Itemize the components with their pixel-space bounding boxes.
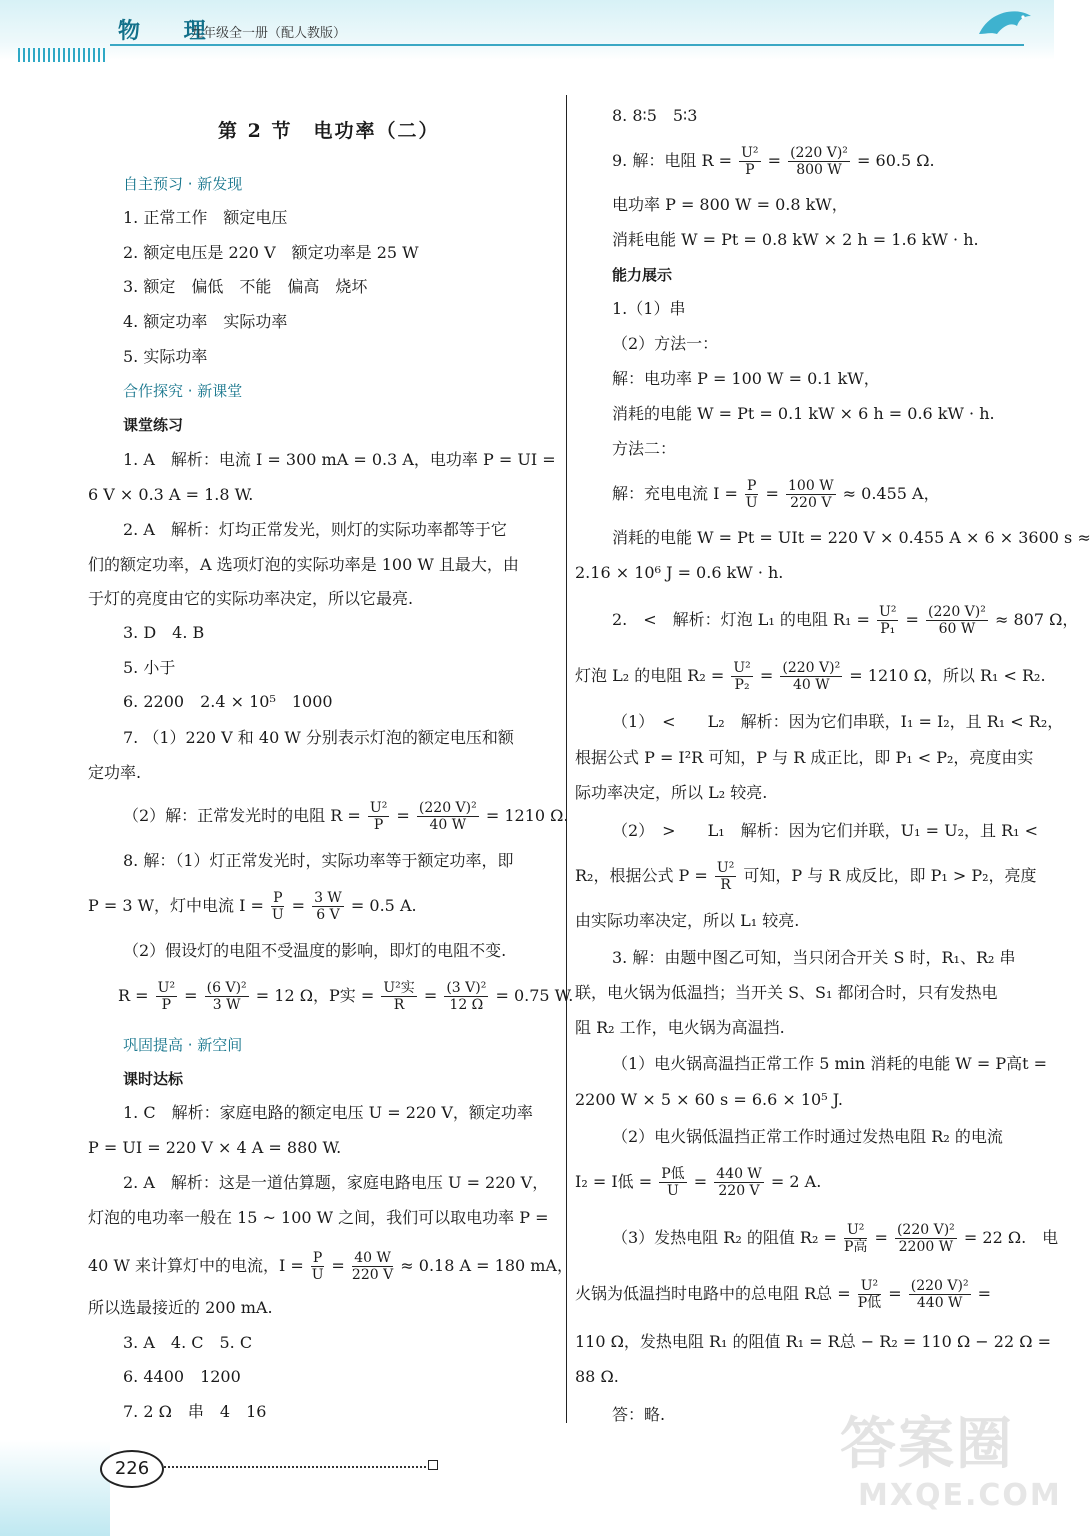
- answer-text: （2）方法一：: [612, 334, 719, 353]
- formula-line: [612, 604, 1078, 637]
- numerator: 100 W: [788, 478, 834, 494]
- answer-text: 们的额定功率，A 选项灯泡的实际功率是 100 W 且最大，由: [88, 555, 519, 574]
- formula-text: 解：充电电流 I =: [612, 484, 738, 503]
- fraction: [745, 478, 758, 511]
- page-number: 226: [100, 1450, 164, 1488]
- formula-line: [88, 1250, 573, 1283]
- answer-text: 于灯的亮度由它的实际功率决定，所以它最亮.: [88, 589, 414, 608]
- list-item: 5. 实际功率: [123, 347, 208, 366]
- answer-text: （1） < L₂ 解析：因为它们串联，I₁ = I₂，且 R₁ < R₂，: [612, 712, 1064, 731]
- denominator: 6 V: [316, 907, 340, 923]
- numerator: U²: [741, 145, 759, 161]
- numerator: P: [312, 1250, 323, 1266]
- header-subtitle: 九年级全一册（配人教版）: [190, 26, 347, 41]
- answer-text: 88 Ω.: [575, 1367, 619, 1386]
- formula-text: （2）解：正常发光时的电阻 R =: [123, 806, 361, 825]
- answer-text: 3. D 4. B: [123, 623, 205, 642]
- heading-consolidate: 巩固提高 · 新空间: [123, 1036, 243, 1054]
- numerator: U²: [733, 660, 751, 676]
- answer-text: 消耗电能 W = Pt = 0.8 kW × 2 h = 1.6 kW · h.: [612, 230, 979, 249]
- formula-text: = 0.5 A.: [350, 896, 417, 915]
- denominator: 40 W: [792, 677, 830, 693]
- formula-text: = 0.75 W.: [495, 986, 574, 1005]
- formula-text: R =: [118, 986, 149, 1005]
- fraction: [715, 860, 736, 893]
- formula-text: I₂ = I低 =: [575, 1172, 653, 1191]
- footer-dotted-rule: [164, 1466, 426, 1468]
- denominator: U: [271, 907, 284, 923]
- numerator: (220 V)²: [790, 145, 848, 161]
- subheading-practice: 课堂练习: [123, 416, 184, 434]
- numerator: (6 V)²: [206, 980, 247, 996]
- formula-text: 9. 解：电阻 R =: [612, 151, 732, 170]
- formula-text: ≈ 0.18 A = 180 mA，: [400, 1256, 573, 1275]
- formula-text: =: [888, 1284, 902, 1303]
- answer-text: 1.（1）串: [612, 299, 686, 318]
- answer-text: 消耗的电能 W = Pt = UIt = 220 V × 0.455 A × 6 × 3600 s ≈: [612, 528, 1091, 547]
- list-item: 3. 额定 偏低 不能 偏高 烧坏: [123, 277, 368, 296]
- fraction: [788, 145, 850, 178]
- denominator: 12 Ω: [449, 997, 484, 1013]
- numerator: 3 W: [314, 890, 342, 906]
- subheading-lesson: 课时达标: [123, 1070, 184, 1088]
- footer-band: [0, 1440, 110, 1536]
- watermark-logo: 答案圈: [840, 1412, 1014, 1477]
- numerator: U²: [844, 1222, 867, 1239]
- fraction: [844, 1222, 867, 1255]
- answer-text: 6 V × 0.3 A = 1.8 W.: [88, 485, 254, 504]
- answer-text: 1. A 解析：电流 I = 300 mA = 0.3 A，电功率 P = UI =: [123, 450, 556, 469]
- fraction: [895, 1222, 957, 1255]
- numerator: U²: [879, 604, 897, 620]
- denominator: 800 W: [796, 162, 842, 178]
- answer-text: 5. 小于: [123, 658, 176, 677]
- formula-text: =: [905, 610, 919, 629]
- numerator: (220 V)²: [782, 660, 841, 676]
- formula-line: [88, 890, 417, 923]
- numerator: U²实: [383, 980, 415, 996]
- answer-text: （1）电火锅高温挡正常工作 5 min 消耗的电能 W = P高t =: [612, 1054, 1048, 1073]
- answer-text: 联，电火锅为低温挡；当开关 S、S₁ 都闭合时，只有发热电: [575, 983, 998, 1002]
- formula-line: [575, 860, 1037, 893]
- formula-text: = 22 Ω. 电: [963, 1228, 1059, 1247]
- fraction: [205, 980, 249, 1013]
- formula-text: 火锅为低温挡时电路中的总电阻 R总 =: [575, 1284, 851, 1303]
- formula-line: [123, 800, 569, 833]
- header-rule: [110, 44, 1024, 46]
- numerator: U²: [157, 980, 176, 996]
- formula-line: [575, 660, 1046, 693]
- formula-text: ≈ 807 Ω，: [994, 610, 1079, 629]
- formula-text: 2. < 解析：灯泡 L₁ 的电阻 R₁ =: [612, 610, 870, 629]
- answer-text: 方法二：: [612, 439, 677, 458]
- formula-text: 40 W 来计算灯中的电流，I =: [88, 1256, 304, 1275]
- answer-text: 8. 8∶5 5∶3: [612, 106, 698, 125]
- fraction: [909, 1278, 971, 1311]
- denominator: P: [373, 817, 384, 833]
- watermark-url: MXQE.COM: [858, 1478, 1062, 1513]
- formula-text: = 12 Ω，P实 =: [255, 986, 375, 1005]
- formula-text: R₂，根据公式 P =: [575, 866, 708, 885]
- answer-text: P = UI = 220 V × 4 A = 880 W.: [88, 1138, 342, 1157]
- formula-text: =: [396, 806, 410, 825]
- answer-text: 根据公式 P = I²R 可知，P 与 R 成正比，即 P₁ < P₂，亮度由实: [575, 748, 1034, 767]
- numerator: P: [273, 890, 283, 906]
- fraction: [877, 604, 898, 637]
- denominator: P: [161, 997, 172, 1013]
- fraction: [368, 800, 389, 833]
- fraction: [352, 1250, 393, 1283]
- formula-text: =: [767, 151, 781, 170]
- answer-text: 1. C 解析：家庭电路的额定电压 U = 220 V，额定功率: [123, 1103, 533, 1122]
- numerator: (220 V)²: [910, 1278, 969, 1294]
- fraction: [714, 1166, 764, 1199]
- denominator: 220 V: [790, 495, 832, 511]
- denominator: P₂: [734, 677, 750, 693]
- formula-line: [612, 1222, 1058, 1255]
- answer-text: （2） > L₁ 解析：因为它们并联，U₁ = U₂，且 R₁ <: [612, 821, 1039, 840]
- fraction: [156, 980, 177, 1013]
- denominator: 440 W: [916, 1295, 963, 1311]
- fraction: [659, 1166, 686, 1199]
- denominator: P低: [857, 1295, 882, 1311]
- answer-text: 所以选最接近的 200 mA.: [88, 1298, 273, 1317]
- answer-text: 答：略.: [612, 1405, 666, 1424]
- answer-text: 定功率.: [88, 763, 142, 782]
- denominator: U: [745, 495, 758, 511]
- formula-text: = 1210 Ω，所以 R₁ < R₂.: [849, 666, 1046, 685]
- list-item: 4. 额定功率 实际功率: [123, 312, 288, 331]
- column-divider: [566, 95, 567, 1423]
- fraction: [858, 1278, 881, 1311]
- fraction: [444, 980, 488, 1013]
- formula-line: [118, 980, 573, 1013]
- answer-text: 7. 2 Ω 串 4 16: [123, 1402, 267, 1421]
- subheading-ability: 能力展示: [612, 266, 673, 284]
- numerator: 40 W: [352, 1250, 393, 1267]
- fraction: [311, 1250, 324, 1283]
- denominator: 220 V: [351, 1267, 394, 1283]
- denominator: R: [393, 997, 405, 1013]
- formula-text: =: [874, 1228, 888, 1247]
- header-subject: 物 理: [118, 18, 224, 44]
- denominator: P高: [843, 1239, 868, 1255]
- numerator: 440 W: [716, 1166, 762, 1182]
- answer-text: 2200 W × 5 × 60 s = 6.6 × 10⁵ J.: [575, 1090, 843, 1109]
- numerator: (220 V)²: [418, 800, 477, 816]
- formula-text: = 60.5 Ω.: [857, 151, 935, 170]
- answer-text: 6. 2200 2.4 × 10⁵ 1000: [123, 692, 333, 711]
- formula-text: =: [759, 666, 774, 685]
- answer-text: 2.16 × 10⁶ J = 0.6 kW · h.: [575, 563, 784, 582]
- denominator: 2200 W: [898, 1239, 954, 1255]
- formula-text: P = 3 W，灯中电流 I =: [88, 896, 264, 915]
- numerator: P: [747, 478, 757, 494]
- answer-text: 消耗的电能 W = Pt = 0.1 kW × 6 h = 0.6 kW · h.: [612, 404, 995, 423]
- heading-explore: 合作探究 · 新课堂: [123, 382, 243, 400]
- answer-text: 解：电功率 P = 100 W = 0.1 kW，: [612, 369, 880, 388]
- list-item: 2. 额定电压是 220 V 额定功率是 25 W: [123, 243, 419, 262]
- denominator: U: [311, 1267, 324, 1283]
- formula-text: （3）发热电阻 R₂ 的阻值 R₂ =: [612, 1228, 837, 1247]
- heading-preview: 自主预习 · 新发现: [123, 175, 243, 193]
- denominator: 60 W: [938, 621, 976, 637]
- fraction: [271, 890, 284, 923]
- denominator: P₁: [880, 621, 896, 637]
- numerator: (3 V)²: [446, 980, 487, 996]
- formula-text: ≈ 0.455 A，: [842, 484, 940, 503]
- numerator: U²: [369, 800, 388, 816]
- numerator: (220 V)²: [928, 604, 986, 620]
- numerator: P低: [661, 1166, 685, 1182]
- fraction: [780, 660, 842, 693]
- formula-line: [575, 1278, 991, 1311]
- denominator: 3 W: [212, 997, 241, 1013]
- denominator: U: [667, 1183, 679, 1199]
- numerator: U²: [858, 1278, 881, 1295]
- formula-text: =: [184, 986, 198, 1005]
- answer-text: 6. 4400 1200: [123, 1367, 241, 1386]
- formula-line: [575, 1166, 821, 1199]
- fraction: [731, 660, 752, 693]
- answer-text: 由实际功率决定，所以 L₁ 较亮.: [575, 911, 800, 930]
- footer-square-icon: [428, 1460, 438, 1470]
- formula-text: =: [423, 986, 438, 1005]
- fraction: [381, 980, 416, 1013]
- answer-text: 7. （1）220 V 和 40 W 分别表示灯泡的额定电压和额: [123, 728, 514, 747]
- formula-line: [612, 478, 940, 511]
- answer-text: 际功率决定，所以 L₂ 较亮.: [575, 783, 768, 802]
- denominator: R: [720, 877, 731, 893]
- formula-text: =: [765, 484, 779, 503]
- answer-text: 2. A 解析：这是一道估算题，家庭电路电压 U = 220 V，: [123, 1173, 549, 1192]
- answer-text: 8. 解：（1）灯正常发光时，实际功率等于额定功率，即: [123, 851, 514, 870]
- formula-text: =: [977, 1284, 992, 1303]
- denominator: 220 V: [718, 1183, 760, 1199]
- formula-text: =: [291, 896, 305, 915]
- answer-text: 电功率 P = 800 W = 0.8 kW，: [612, 195, 848, 214]
- header-stripes: [18, 48, 108, 62]
- answer-text: 阻 R₂ 工作，电火锅为高温挡.: [575, 1018, 785, 1037]
- formula-line: [612, 145, 935, 178]
- denominator: P: [745, 162, 755, 178]
- answer-text: 3. A 4. C 5. C: [123, 1333, 253, 1352]
- answer-text: 2. A 解析：灯均正常发光，则灯的实际功率都等于它: [123, 520, 507, 539]
- fraction: [786, 478, 836, 511]
- fraction: [739, 145, 760, 178]
- fraction: [417, 800, 479, 833]
- section-title: 第 2 节 电功率（二）: [218, 120, 440, 142]
- formula-text: =: [331, 1256, 345, 1275]
- formula-text: = 2 A.: [770, 1172, 822, 1191]
- fraction: [312, 890, 344, 923]
- answer-text: 3. 解：由题中图乙可知，当只闭合开关 S 时，R₁、R₂ 串: [612, 948, 1016, 967]
- answer-text: （2）假设灯的电阻不受温度的影响，即灯的电阻不变.: [123, 941, 507, 960]
- answer-text: 110 Ω，发热电阻 R₁ 的阻值 R₁ = R总 − R₂ = 110 Ω − 22 Ω =: [575, 1332, 1051, 1351]
- denominator: 40 W: [429, 817, 467, 833]
- formula-text: = 1210 Ω.: [485, 806, 569, 825]
- formula-text: 灯泡 L₂ 的电阻 R₂ =: [575, 666, 725, 685]
- dolphin-icon: [975, 4, 1035, 44]
- list-item: 1. 正常工作 额定电压: [123, 208, 288, 227]
- fraction: [926, 604, 988, 637]
- numerator: (220 V)²: [896, 1222, 955, 1238]
- answer-text: （2）电火锅低温挡正常工作时通过发热电阻 R₂ 的电流: [612, 1127, 1003, 1146]
- numerator: U²: [716, 860, 735, 876]
- answer-text: 灯泡的电功率一般在 15 ~ 100 W 之间，我们可以取电功率 P =: [88, 1208, 549, 1227]
- formula-text: =: [693, 1172, 708, 1191]
- formula-text: 可知，P 与 R 成反比，即 P₁ > P₂，亮度: [743, 866, 1037, 885]
